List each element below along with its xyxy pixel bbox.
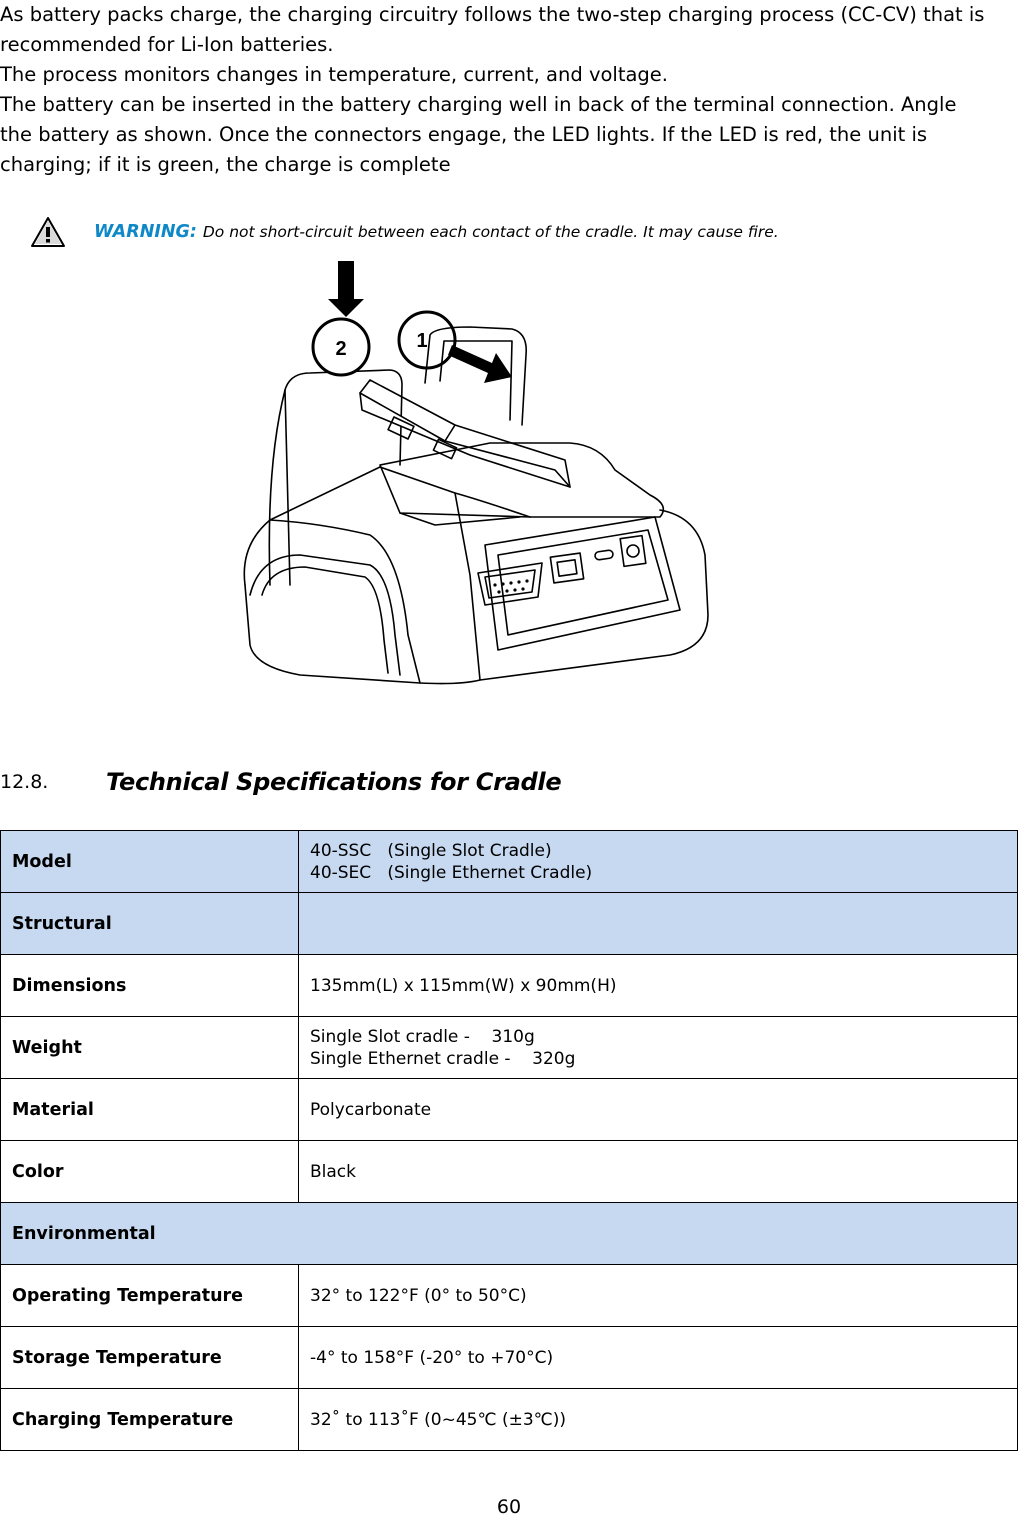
model-line: 40-SEC (Single Ethernet Cradle) [310, 862, 593, 883]
intro-line: recommended for Li-Ion batteries. [0, 33, 334, 56]
cradle-illustration [230, 255, 730, 695]
intro-line: The battery can be inserted in the battery charging well in back of the terminal connection. Angle [0, 93, 957, 116]
table-row [1, 1389, 1018, 1451]
row-value [299, 1017, 1018, 1079]
table-row [1, 831, 1018, 893]
row-label: Storage Temperature [1, 1327, 299, 1389]
intro-line: the battery as shown. Once the connectors engage, the LED lights. If the LED is red, the unit is [0, 123, 928, 146]
intro-text [0, 0, 1018, 180]
row-value: 32° to 122°F (0° to 50°C) [299, 1265, 1018, 1327]
table-row [1, 1017, 1018, 1079]
weight-line: Single Slot cradle - 310g [310, 1026, 535, 1047]
intro-line: As battery packs charge, the charging circuitry follows the two-step charging process (CC-CV) that is [0, 3, 985, 26]
row-value: 32˚ to 113˚F (0~45℃ (±3℃)) [299, 1389, 1018, 1451]
warning-note [30, 214, 779, 250]
table-row [1, 1203, 1018, 1265]
table-row [1, 1265, 1018, 1327]
spec-table [0, 830, 1018, 1451]
row-label: Material [1, 1079, 299, 1141]
table-row [1, 955, 1018, 1017]
row-value [299, 831, 1018, 893]
model-line: 40-SSC (Single Slot Cradle) [310, 840, 552, 861]
row-value: -4° to 158°F (-20° to +70°C) [299, 1327, 1018, 1389]
section-number: 12.8. [0, 771, 49, 793]
section-title: Technical Specifications for Cradle [106, 768, 562, 796]
row-label: Weight [1, 1017, 299, 1079]
callout-2: 2 [335, 338, 347, 360]
row-label: Structural [1, 893, 299, 955]
row-label: Environmental [1, 1203, 1018, 1265]
warning-text: Do not short-circuit between each contact of the cradle. It may cause fire. [202, 223, 779, 241]
weight-line: Single Ethernet cradle - 320g [310, 1048, 576, 1069]
arrow-diagonal-icon [448, 345, 512, 383]
row-value [299, 893, 1018, 955]
table-row [1, 1141, 1018, 1203]
warning-triangle-icon [30, 216, 66, 248]
table-row [1, 893, 1018, 955]
row-value: Black [299, 1141, 1018, 1203]
row-value: 135mm(L) x 115mm(W) x 90mm(H) [299, 955, 1018, 1017]
page-number: 60 [496, 1496, 522, 1518]
section-heading [0, 762, 561, 802]
warning-label: WARNING: [94, 222, 197, 242]
intro-line: charging; if it is green, the charge is complete [0, 153, 451, 176]
row-label: Color [1, 1141, 299, 1203]
row-label: Charging Temperature [1, 1389, 299, 1451]
table-row [1, 1327, 1018, 1389]
callout-1: 1 [416, 330, 428, 352]
row-label: Operating Temperature [1, 1265, 299, 1327]
table-row [1, 1079, 1018, 1141]
row-value: Polycarbonate [299, 1079, 1018, 1141]
intro-line: The process monitors changes in temperature, current, and voltage. [0, 63, 668, 86]
row-label: Model [1, 831, 299, 893]
row-label: Dimensions [1, 955, 299, 1017]
arrow-down-icon [328, 261, 364, 317]
